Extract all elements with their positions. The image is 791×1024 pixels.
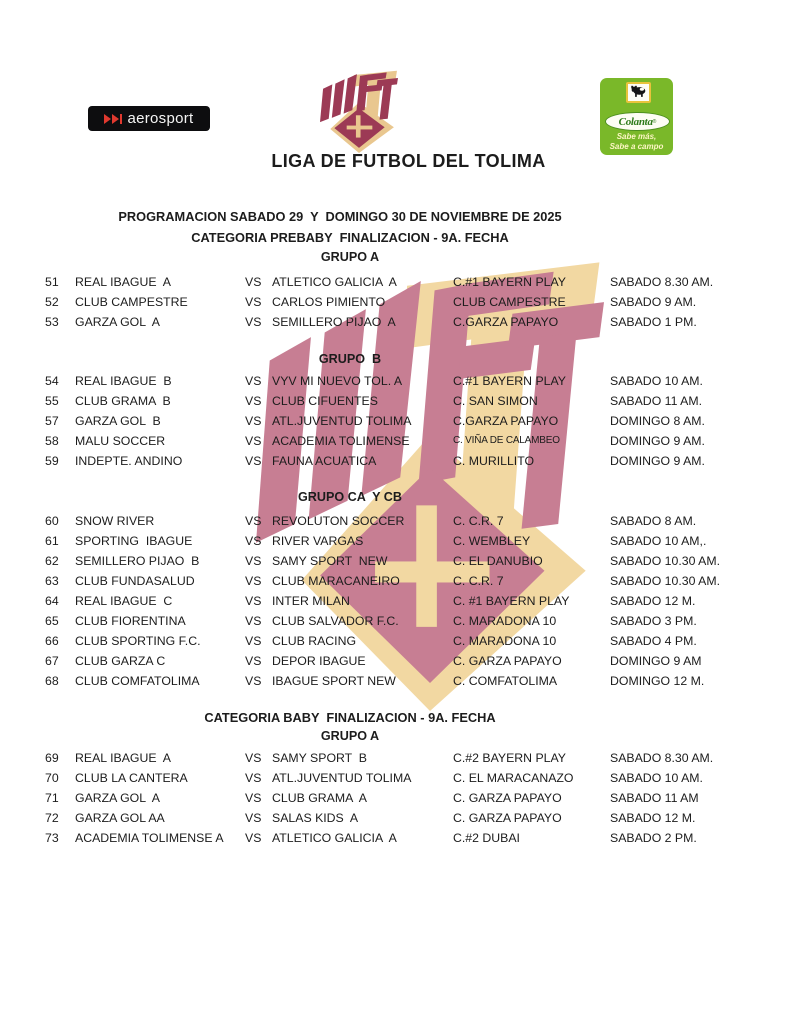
away-team: SEMILLERO PIJAO A bbox=[272, 315, 396, 329]
match-number: 71 bbox=[45, 791, 59, 805]
schedule-subtitle: PROGRAMACION SABADO 29 Y DOMINGO 30 DE NOVIEMBRE DE 2025 bbox=[118, 209, 562, 224]
aerosport-label: aerosport bbox=[127, 110, 194, 127]
home-team: REAL IBAGUE A bbox=[75, 275, 171, 289]
match-row bbox=[0, 768, 791, 788]
home-team: REAL IBAGUE C bbox=[75, 594, 173, 608]
venue: C. GARZA PAPAYO bbox=[453, 811, 562, 825]
venue: C. MARADONA 10 bbox=[453, 634, 557, 648]
venue: C. EL MARACANAZO bbox=[453, 771, 574, 785]
match-time: SABADO 11 AM. bbox=[610, 394, 703, 408]
match-row bbox=[0, 451, 791, 471]
section-heading: CATEGORIA PREBABY FINALIZACION - 9A. FECHA bbox=[191, 230, 509, 245]
match-time: SABADO 8 AM. bbox=[610, 514, 697, 528]
match-time: SABADO 10 AM. bbox=[610, 374, 703, 388]
home-team: CLUB FIORENTINA bbox=[75, 614, 186, 628]
home-team: REAL IBAGUE A bbox=[75, 751, 171, 765]
match-row bbox=[0, 591, 791, 611]
vs-label: VS bbox=[245, 315, 262, 329]
vs-label: VS bbox=[245, 514, 262, 528]
colanta-logo bbox=[600, 78, 673, 155]
vs-label: VS bbox=[245, 434, 262, 448]
away-team: ATLETICO GALICIA A bbox=[272, 831, 397, 845]
venue: C.#1 BAYERN PLAY bbox=[453, 374, 566, 388]
page-title: LIGA DE FUTBOL DEL TOLIMA bbox=[271, 151, 546, 171]
vs-label: VS bbox=[245, 831, 262, 845]
vs-label: VS bbox=[245, 295, 262, 309]
venue: C.GARZA PAPAYO bbox=[453, 414, 559, 428]
home-team: CLUB FUNDASALUD bbox=[75, 574, 195, 588]
match-row bbox=[0, 651, 791, 671]
away-team: CLUB CIFUENTES bbox=[272, 394, 378, 408]
match-number: 70 bbox=[45, 771, 59, 785]
match-number: 69 bbox=[45, 751, 59, 765]
venue: C. GARZA PAPAYO bbox=[453, 791, 562, 805]
vs-label: VS bbox=[245, 614, 262, 628]
match-time: SABADO 12 M. bbox=[610, 594, 696, 608]
home-team: INDEPTE. ANDINO bbox=[75, 454, 183, 468]
match-row bbox=[0, 631, 791, 651]
match-time: DOMINGO 9 AM. bbox=[610, 434, 705, 448]
vs-label: VS bbox=[245, 574, 262, 588]
match-number: 72 bbox=[45, 811, 59, 825]
vs-label: VS bbox=[245, 634, 262, 648]
venue: C. C.R. 7 bbox=[453, 574, 504, 588]
vs-label: VS bbox=[245, 674, 262, 688]
lft-logo bbox=[320, 69, 398, 153]
match-number: 54 bbox=[45, 374, 59, 388]
away-team: DEPOR IBAGUE bbox=[272, 654, 366, 668]
home-team: CLUB GRAMA B bbox=[75, 394, 171, 408]
match-number: 64 bbox=[45, 594, 59, 608]
away-team: ATLETICO GALICIA A bbox=[272, 275, 397, 289]
venue: C. #1 BAYERN PLAY bbox=[453, 594, 570, 608]
match-number: 62 bbox=[45, 554, 59, 568]
match-time: SABADO 2 PM. bbox=[610, 831, 697, 845]
match-row bbox=[0, 411, 791, 431]
match-number: 68 bbox=[45, 674, 59, 688]
away-team: IBAGUE SPORT NEW bbox=[272, 674, 396, 688]
away-team: CLUB MARACANEIRO bbox=[272, 574, 400, 588]
fast-forward-icon bbox=[104, 114, 122, 124]
vs-label: VS bbox=[245, 454, 262, 468]
vs-label: VS bbox=[245, 771, 262, 785]
vs-label: VS bbox=[245, 394, 262, 408]
group-heading: GRUPO A bbox=[320, 250, 380, 264]
match-row bbox=[0, 551, 791, 571]
match-time: SABADO 3 PM. bbox=[610, 614, 697, 628]
match-number: 65 bbox=[45, 614, 59, 628]
match-row bbox=[0, 272, 791, 292]
match-row bbox=[0, 808, 791, 828]
match-number: 52 bbox=[45, 295, 59, 309]
home-team: REAL IBAGUE B bbox=[75, 374, 172, 388]
colanta-tagline: Sabe más, Sabe a campo bbox=[609, 132, 664, 151]
away-team: CARLOS PIMIENTO bbox=[272, 295, 386, 309]
venue: C. COMFATOLIMA bbox=[453, 674, 558, 688]
match-row bbox=[0, 531, 791, 551]
match-number: 57 bbox=[45, 414, 59, 428]
away-team: FAUNA ACUATICA bbox=[272, 454, 377, 468]
match-row bbox=[0, 748, 791, 768]
away-team: ACADEMIA TOLIMENSE bbox=[272, 434, 410, 448]
home-team: GARZA GOL B bbox=[75, 414, 161, 428]
match-row bbox=[0, 671, 791, 691]
match-time: SABADO 10 AM,. bbox=[610, 534, 707, 548]
match-time: DOMINGO 12 M. bbox=[610, 674, 705, 688]
match-time: SABADO 4 PM. bbox=[610, 634, 697, 648]
home-team: CLUB COMFATOLIMA bbox=[75, 674, 200, 688]
match-row bbox=[0, 611, 791, 631]
match-row bbox=[0, 391, 791, 411]
home-team: CLUB GARZA C bbox=[75, 654, 166, 668]
vs-label: VS bbox=[245, 751, 262, 765]
venue: CLUB CAMPESTRE bbox=[453, 295, 566, 309]
home-team: SPORTING IBAGUE bbox=[75, 534, 193, 548]
match-row bbox=[0, 511, 791, 531]
cow-icon bbox=[626, 82, 651, 103]
venue: C.#2 DUBAI bbox=[453, 831, 520, 845]
venue: C. MURILLITO bbox=[453, 454, 535, 468]
venue: C. C.R. 7 bbox=[453, 514, 504, 528]
venue: C. MARADONA 10 bbox=[453, 614, 557, 628]
away-team: ATL.JUVENTUD TOLIMA bbox=[272, 414, 412, 428]
match-number: 63 bbox=[45, 574, 59, 588]
vs-label: VS bbox=[245, 594, 262, 608]
home-team: SEMILLERO PIJAO B bbox=[75, 554, 200, 568]
home-team: GARZA GOL AA bbox=[75, 811, 165, 825]
match-number: 53 bbox=[45, 315, 59, 329]
match-row bbox=[0, 371, 791, 391]
venue: C.GARZA PAPAYO bbox=[453, 315, 559, 329]
colanta-wordmark: Colanta ® bbox=[605, 112, 670, 131]
home-team: CLUB SPORTING F.C. bbox=[75, 634, 201, 648]
aerosport-logo bbox=[88, 106, 210, 131]
venue: C. WEMBLEY bbox=[453, 534, 531, 548]
away-team: RIVER VARGAS bbox=[272, 534, 364, 548]
group-heading: GRUPO B bbox=[318, 352, 382, 366]
match-number: 67 bbox=[45, 654, 59, 668]
home-team: GARZA GOL A bbox=[75, 791, 160, 805]
home-team: ACADEMIA TOLIMENSE A bbox=[75, 831, 224, 845]
vs-label: VS bbox=[245, 414, 262, 428]
match-number: 73 bbox=[45, 831, 59, 845]
match-time: SABADO 12 M. bbox=[610, 811, 696, 825]
match-number: 58 bbox=[45, 434, 59, 448]
venue: C.#1 BAYERN PLAY bbox=[453, 275, 566, 289]
match-number: 51 bbox=[45, 275, 59, 289]
match-time: DOMINGO 9 AM. bbox=[610, 454, 705, 468]
home-team: CLUB CAMPESTRE bbox=[75, 295, 188, 309]
venue: C. VIÑA DE CALAMBEO bbox=[453, 435, 560, 446]
home-team: SNOW RIVER bbox=[75, 514, 155, 528]
vs-label: VS bbox=[245, 374, 262, 388]
section-heading: CATEGORIA BABY FINALIZACION - 9A. FECHA bbox=[204, 710, 496, 725]
match-number: 55 bbox=[45, 394, 59, 408]
home-team: GARZA GOL A bbox=[75, 315, 160, 329]
vs-label: VS bbox=[245, 811, 262, 825]
away-team: CLUB RACING bbox=[272, 634, 357, 648]
away-team: REVOLUTON SOCCER bbox=[272, 514, 405, 528]
away-team: ATL.JUVENTUD TOLIMA bbox=[272, 771, 412, 785]
match-row bbox=[0, 431, 791, 451]
match-time: DOMINGO 9 AM bbox=[610, 654, 702, 668]
venue: C. EL DANUBIO bbox=[453, 554, 543, 568]
venue: C.#2 BAYERN PLAY bbox=[453, 751, 566, 765]
away-team: SAMY SPORT NEW bbox=[272, 554, 388, 568]
match-time: SABADO 11 AM bbox=[610, 791, 699, 805]
away-team: CLUB GRAMA A bbox=[272, 791, 367, 805]
match-time: SABADO 10 AM. bbox=[610, 771, 703, 785]
match-row bbox=[0, 292, 791, 312]
match-number: 66 bbox=[45, 634, 59, 648]
match-time: SABADO 8.30 AM. bbox=[610, 751, 714, 765]
home-team: MALU SOCCER bbox=[75, 434, 166, 448]
group-heading: GRUPO CA Y CB bbox=[297, 490, 403, 504]
vs-label: VS bbox=[245, 275, 262, 289]
match-time: SABADO 8.30 AM. bbox=[610, 275, 714, 289]
away-team: VYV MI NUEVO TOL. A bbox=[272, 374, 403, 388]
vs-label: VS bbox=[245, 554, 262, 568]
group-heading: GRUPO A bbox=[320, 729, 380, 743]
match-time: DOMINGO 8 AM. bbox=[610, 414, 705, 428]
vs-label: VS bbox=[245, 791, 262, 805]
match-row bbox=[0, 828, 791, 848]
match-row bbox=[0, 571, 791, 591]
venue: C. GARZA PAPAYO bbox=[453, 654, 562, 668]
away-team: SAMY SPORT B bbox=[272, 751, 367, 765]
match-row bbox=[0, 788, 791, 808]
away-team: INTER MILAN bbox=[272, 594, 350, 608]
match-time: SABADO 10.30 AM. bbox=[610, 554, 721, 568]
match-time: SABADO 1 PM. bbox=[610, 315, 697, 329]
match-number: 60 bbox=[45, 514, 59, 528]
vs-label: VS bbox=[245, 654, 262, 668]
venue: C. SAN SIMON bbox=[453, 394, 538, 408]
away-team: CLUB SALVADOR F.C. bbox=[272, 614, 399, 628]
away-team: SALAS KIDS A bbox=[272, 811, 359, 825]
match-number: 59 bbox=[45, 454, 59, 468]
home-team: CLUB LA CANTERA bbox=[75, 771, 188, 785]
match-row bbox=[0, 312, 791, 332]
match-number: 61 bbox=[45, 534, 59, 548]
match-time: SABADO 10.30 AM. bbox=[610, 574, 721, 588]
vs-label: VS bbox=[245, 534, 262, 548]
match-time: SABADO 9 AM. bbox=[610, 295, 697, 309]
